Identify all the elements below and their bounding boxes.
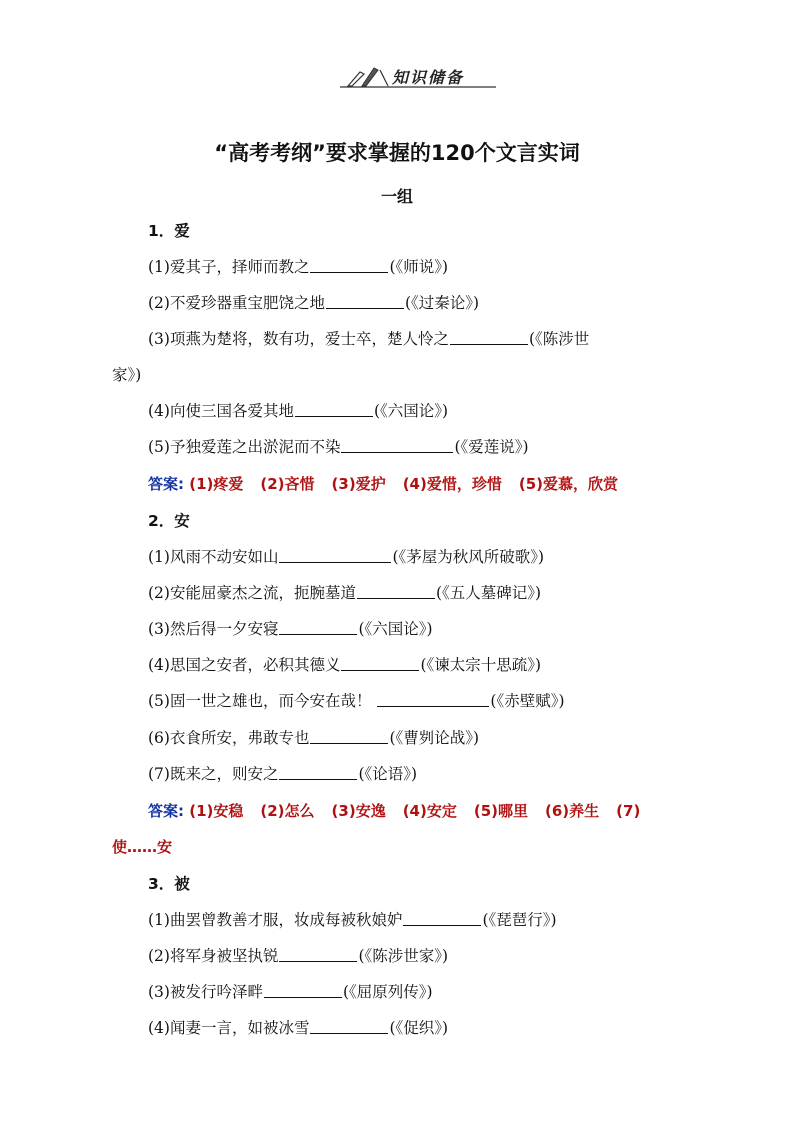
answer-blank <box>357 582 435 599</box>
list-item <box>148 328 589 350</box>
item-continuation: 家》) <box>112 366 142 384</box>
answer-blank <box>295 400 373 417</box>
answer-item: (2)吝惜 <box>260 475 315 493</box>
answer-item: (5)哪里 <box>473 802 529 820</box>
answer-blank <box>403 909 481 926</box>
item-text: (5)予独爱莲之出淤泥而不染 <box>148 438 341 456</box>
banner-label: 知识储备 <box>392 68 465 87</box>
answer-item: (2)怎么 <box>260 802 315 820</box>
item-source: (《促织》) <box>389 1019 449 1037</box>
answer-blank <box>310 1017 388 1034</box>
list-item <box>148 727 479 749</box>
item-text: (3)项燕为楚将，数有功，爱士卒，楚人怜之 <box>148 330 449 348</box>
answer-blank <box>450 328 528 345</box>
answer-blank <box>341 436 453 453</box>
item-source: (《琵琶行》) <box>482 911 557 929</box>
answer-blank <box>279 763 357 780</box>
item-source: (《过秦论》) <box>404 294 480 312</box>
list-item <box>148 945 448 967</box>
list-item <box>148 909 557 931</box>
item-text: (1)曲罢曾教善才服，妆成每被秋娘妒 <box>148 911 403 929</box>
list-item <box>148 400 448 422</box>
item-source: (《谏太宗十思疏》) <box>420 656 542 674</box>
answer-line <box>148 473 635 495</box>
page-title: “高考考纲”要求掌握的120个文言实词 <box>214 141 580 165</box>
item-source: (《屈原列传》) <box>342 983 433 1001</box>
answer-continuation: 使……安 <box>112 838 173 856</box>
answer-label: 答案: <box>148 802 184 820</box>
list-item <box>148 292 479 314</box>
item-source: (《六国论》) <box>358 620 433 638</box>
item-source: (《五人墓碑记》) <box>435 584 542 602</box>
section-heading: 1．爱 <box>148 222 190 240</box>
answer-blank <box>279 945 357 962</box>
answer-item: (3)安逸 <box>331 802 386 820</box>
answer-item: (6)养生 <box>545 802 600 820</box>
item-text: (7)既来之，则安之 <box>148 765 279 783</box>
item-source: (《陈涉世家》) <box>358 947 449 965</box>
list-item <box>148 436 529 458</box>
group-title: 一组 <box>380 187 413 206</box>
section-heading: 2．安 <box>148 512 190 530</box>
answer-blank <box>326 292 404 309</box>
item-text: (5)固一世之雄也，而今安在哉！ <box>148 692 372 710</box>
item-text: (2)不爱珍器重宝肥饶之地 <box>148 294 325 312</box>
item-text: (2)将军身被坚执锐 <box>148 947 279 965</box>
list-item <box>148 1017 448 1039</box>
answer-item: (4)安定 <box>402 802 457 820</box>
item-source: (《曹刿论战》) <box>389 729 480 747</box>
item-source: (《师说》) <box>389 258 449 276</box>
item-text: (2)安能屈豪杰之流，扼腕墓道 <box>148 584 356 602</box>
list-item <box>148 546 544 568</box>
list-item <box>148 654 541 676</box>
list-item <box>148 763 417 785</box>
answer-item: (1)安稳 <box>189 802 244 820</box>
item-text: (3)被发行吟泽畔 <box>148 983 263 1001</box>
answer-item: (3)爱护 <box>331 475 386 493</box>
answer-item: (1)疼爱 <box>189 475 244 493</box>
list-item <box>148 256 448 278</box>
item-text: (4)闻妻一言，如被冰雪 <box>148 1019 310 1037</box>
answer-item: (4)爱惜，珍惜 <box>402 475 502 493</box>
answer-blank <box>310 727 388 744</box>
knowledge-banner <box>340 64 496 92</box>
answer-blank <box>279 546 391 563</box>
answer-blank <box>264 981 342 998</box>
item-source: (《爱莲说》) <box>454 438 529 456</box>
item-text: (1)风雨不动安如山 <box>148 548 279 566</box>
section-heading: 3．被 <box>148 875 190 893</box>
item-source: (《赤壁赋》) <box>490 692 565 710</box>
answer-blank <box>310 256 388 273</box>
answer-label: 答案: <box>148 475 184 493</box>
answer-item: (5)爱慕，欣赏 <box>518 475 619 493</box>
list-item <box>148 690 565 712</box>
list-item <box>148 618 433 640</box>
item-text: (1)爱其子，择师而教之 <box>148 258 310 276</box>
list-item <box>148 582 541 604</box>
answer-blank <box>341 654 419 671</box>
item-text: (4)向使三国各爱其地 <box>148 402 294 420</box>
item-source: (《陈涉世 <box>528 330 590 348</box>
item-source: (《论语》) <box>358 765 418 783</box>
list-item <box>148 981 433 1003</box>
item-source: (《茅屋为秋风所破歌》) <box>392 548 545 566</box>
answer-blank <box>279 618 357 635</box>
item-text: (4)思国之安者，必积其德义 <box>148 656 341 674</box>
item-text: (6)衣食所安，弗敢专也 <box>148 729 310 747</box>
answer-line <box>148 800 640 822</box>
answer-blank <box>377 690 489 707</box>
item-text: (3)然后得一夕安寝 <box>148 620 279 638</box>
item-source: (《六国论》) <box>373 402 449 420</box>
answer-item: (7) <box>616 802 641 820</box>
